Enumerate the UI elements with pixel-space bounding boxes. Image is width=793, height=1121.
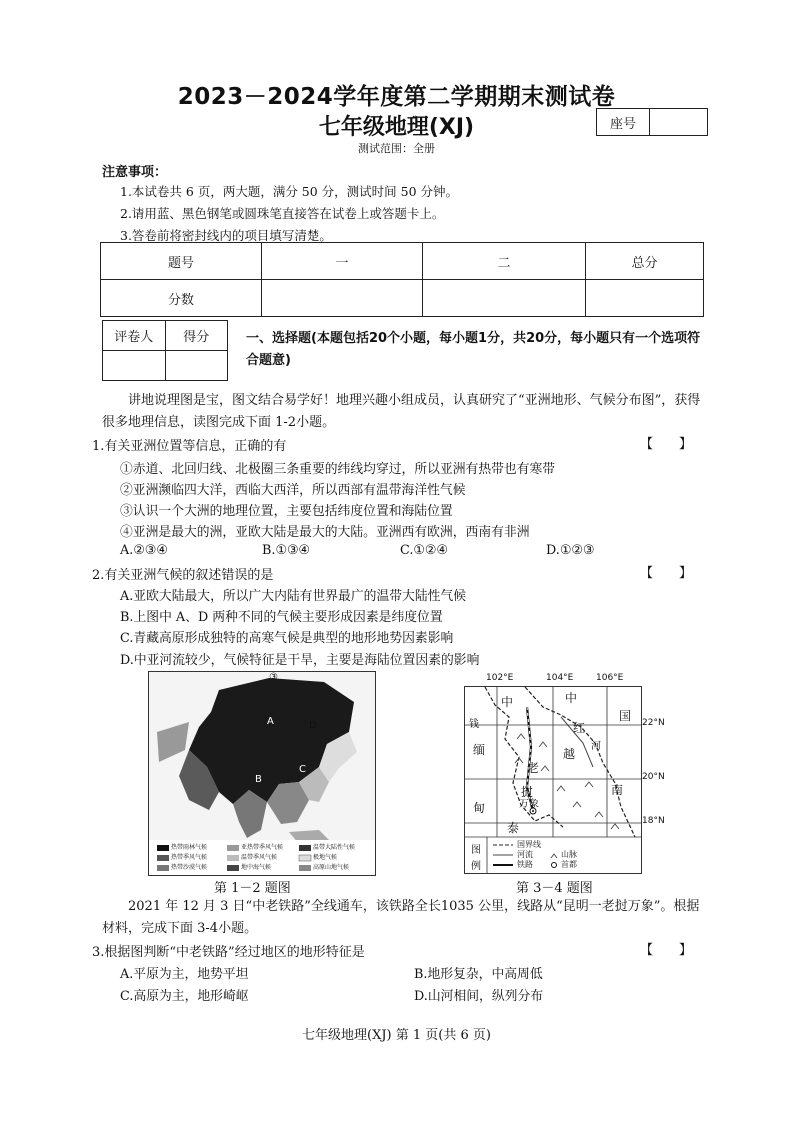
score-row-label: 分数 xyxy=(101,280,262,317)
figure-2-caption: 第 3－4 题图 xyxy=(516,881,593,896)
section-title: 一、选择题(本题包括20个小题，每小题1分，共20分，每小题只有一个选项符合题意) xyxy=(246,331,701,368)
map-place: 红 xyxy=(573,721,586,735)
q1-statement: ①赤道、北回归线、北极圈三条重要的纬线均穿过，所以亚洲有热带也有寒带 xyxy=(120,462,556,477)
q1-option-c[interactable]: C.①②④ xyxy=(400,543,448,558)
map-label-c: C xyxy=(299,764,306,775)
map-place: 钱 xyxy=(469,719,479,730)
score-cell[interactable] xyxy=(262,280,423,317)
legend-item: 温带季风气候 xyxy=(241,854,278,861)
figure-1-caption: 第 1－2 题图 xyxy=(214,881,291,896)
q1-option-d[interactable]: D.①②③ xyxy=(546,543,595,558)
legend-item: 高原山地气候 xyxy=(313,864,350,871)
score-label: 得分 xyxy=(165,321,228,351)
score-header-cell: 总分 xyxy=(586,243,704,280)
lon-label: 104°E xyxy=(546,673,574,683)
note-item: 2.请用蓝、黑色钢笔或圆珠笔直接答在试卷上或答题卡上。 xyxy=(120,206,445,221)
railway-map-graphic xyxy=(465,687,641,873)
map-place: 中 xyxy=(565,691,578,705)
q2-option-b[interactable]: B.上图中 A、D 两种不同的气候主要形成因素是纬度位置 xyxy=(120,610,443,625)
intro-paragraph-2: 2021 年 12 月 3 日“中老铁路”全线通车，该铁路全长1035 公里，线路从“昆明一老挝万象”。根据材料，完成下面 3-4小题。 xyxy=(102,899,700,936)
grader-table xyxy=(102,320,228,381)
map-label-b: B xyxy=(255,774,262,785)
map-place: 中 xyxy=(501,695,514,709)
seat-input[interactable] xyxy=(650,109,707,135)
legend-item: 热带沙漠气候 xyxy=(171,864,208,871)
q2-option-d[interactable]: D.中亚河流较少，气候特征是干旱，主要是海陆位置因素的影响 xyxy=(120,653,480,668)
asia-climate-map xyxy=(148,671,376,876)
score-table xyxy=(100,242,704,317)
legend-item: 极地气候 xyxy=(313,854,338,861)
lat-label: 22°N xyxy=(642,718,665,728)
seat-label: 座号 xyxy=(597,109,650,135)
legend-item: 热带季风气候 xyxy=(171,854,208,861)
map-place: 甸 xyxy=(473,801,486,815)
legend-item: 河流 xyxy=(517,850,533,859)
grader-label: 评卷人 xyxy=(103,321,166,351)
legend-title: 例 xyxy=(471,861,481,872)
q2-option-a[interactable]: A.亚欧大陆最大，所以广大内陆有世界最广的温带大陆性气候 xyxy=(120,589,467,604)
map-place: 挝 xyxy=(521,785,534,799)
q1-option-a[interactable]: A.②③④ xyxy=(120,543,168,558)
test-scope: 测试范围：全册 xyxy=(358,142,435,155)
q1-statement: ④亚洲是最大的洲，亚欧大陆是最大的大陆。亚洲西有欧洲，西南有非洲 xyxy=(120,525,530,540)
score-cell[interactable] xyxy=(165,351,228,381)
q1-statement: ③认识一个大洲的地理位置，主要包括纬度位置和海陆位置 xyxy=(120,504,453,519)
score-header-cell: 题号 xyxy=(101,243,262,280)
map-place: 南 xyxy=(611,783,624,797)
legend-item: 铁路 xyxy=(517,860,533,869)
lon-label: 102°E xyxy=(486,673,514,683)
lat-label: 20°N xyxy=(642,772,665,782)
railway-map xyxy=(464,686,642,874)
map-place: 河 xyxy=(591,741,601,752)
note-item: 3.答卷前将密封线内的项目填写清楚。 xyxy=(120,228,332,243)
map-place: 越 xyxy=(563,747,576,761)
legend-item: 首都 xyxy=(561,860,577,869)
q3-option-b[interactable]: B.地形复杂，中高周低 xyxy=(414,967,543,982)
capital-vientiane: 万象 xyxy=(519,799,539,810)
q2-option-c[interactable]: C.青藏高原形成独特的高寒气候是典型的地形地势因素影响 xyxy=(120,631,454,646)
note-item: 1.本试卷共 6 页，两大题，满分 50 分，测试时间 50 分钟。 xyxy=(120,184,459,199)
map-label-a: A xyxy=(267,716,274,727)
lat-label: 18°N xyxy=(642,816,665,826)
legend-item: 国界线 xyxy=(517,840,541,849)
notes-heading: 注意事项： xyxy=(102,165,168,180)
score-cell[interactable] xyxy=(586,280,704,317)
exam-subtitle: 七年级地理(XJ) xyxy=(318,115,475,140)
legend-item: 亚热带季风气候 xyxy=(241,844,284,851)
map-label-circle3: ③ xyxy=(269,672,278,683)
question-2-stem: 2.有关亚洲气候的叙述错误的是 xyxy=(92,568,274,583)
map-place: 缅 xyxy=(473,743,486,757)
map-place: 国 xyxy=(619,709,632,723)
q1-option-b[interactable]: B.①③④ xyxy=(262,543,310,558)
legend-item: 热带雨林气候 xyxy=(171,844,208,851)
intro-paragraph: 讲地说理图是宝，图文结合易学好！地理兴趣小组成员，认真研究了“亚洲地形、气候分布图”，获得很多地理信息，读图完成下面 1-2小题。 xyxy=(102,393,701,430)
score-header-cell: 二 xyxy=(423,243,586,280)
q3-option-c[interactable]: C.高原为主，地形崎岖 xyxy=(120,989,249,1004)
legend-item: 地中海气候 xyxy=(241,864,272,871)
seat-number-box[interactable] xyxy=(596,108,708,136)
map-place: 泰 xyxy=(507,821,520,835)
map-place: 老 xyxy=(527,761,540,775)
question-3-stem: 3.根据图判断“中老铁路”经过地区的地形特征是 xyxy=(92,945,365,960)
grader-cell[interactable] xyxy=(103,351,166,381)
score-header-cell: 一 xyxy=(262,243,423,280)
answer-bracket[interactable]: 【 】 xyxy=(640,943,693,958)
score-cell[interactable] xyxy=(423,280,586,317)
answer-bracket[interactable]: 【 】 xyxy=(640,437,693,452)
q1-statement: ②亚洲濒临四大洋，西临大西洋，所以西部有温带海洋性气候 xyxy=(120,483,466,498)
q3-option-d[interactable]: D.山河相间，纵列分布 xyxy=(414,989,544,1004)
q3-option-a[interactable]: A.平原为主，地势平坦 xyxy=(120,967,249,982)
question-1-stem: 1.有关亚洲位置等信息，正确的有 xyxy=(92,439,287,454)
legend-item: 山脉 xyxy=(561,850,577,859)
page-footer: 七年级地理(XJ) 第 1 页(共 6 页) xyxy=(302,1028,491,1043)
lon-label: 106°E xyxy=(596,673,624,683)
exam-title: 2023－2024学年度第二学期期末测试卷 xyxy=(177,84,616,110)
legend-item: 温带大陆性气候 xyxy=(313,844,356,851)
answer-bracket[interactable]: 【 】 xyxy=(640,566,693,581)
map-label-d: D xyxy=(309,720,317,731)
legend-title: 图 xyxy=(471,845,481,856)
